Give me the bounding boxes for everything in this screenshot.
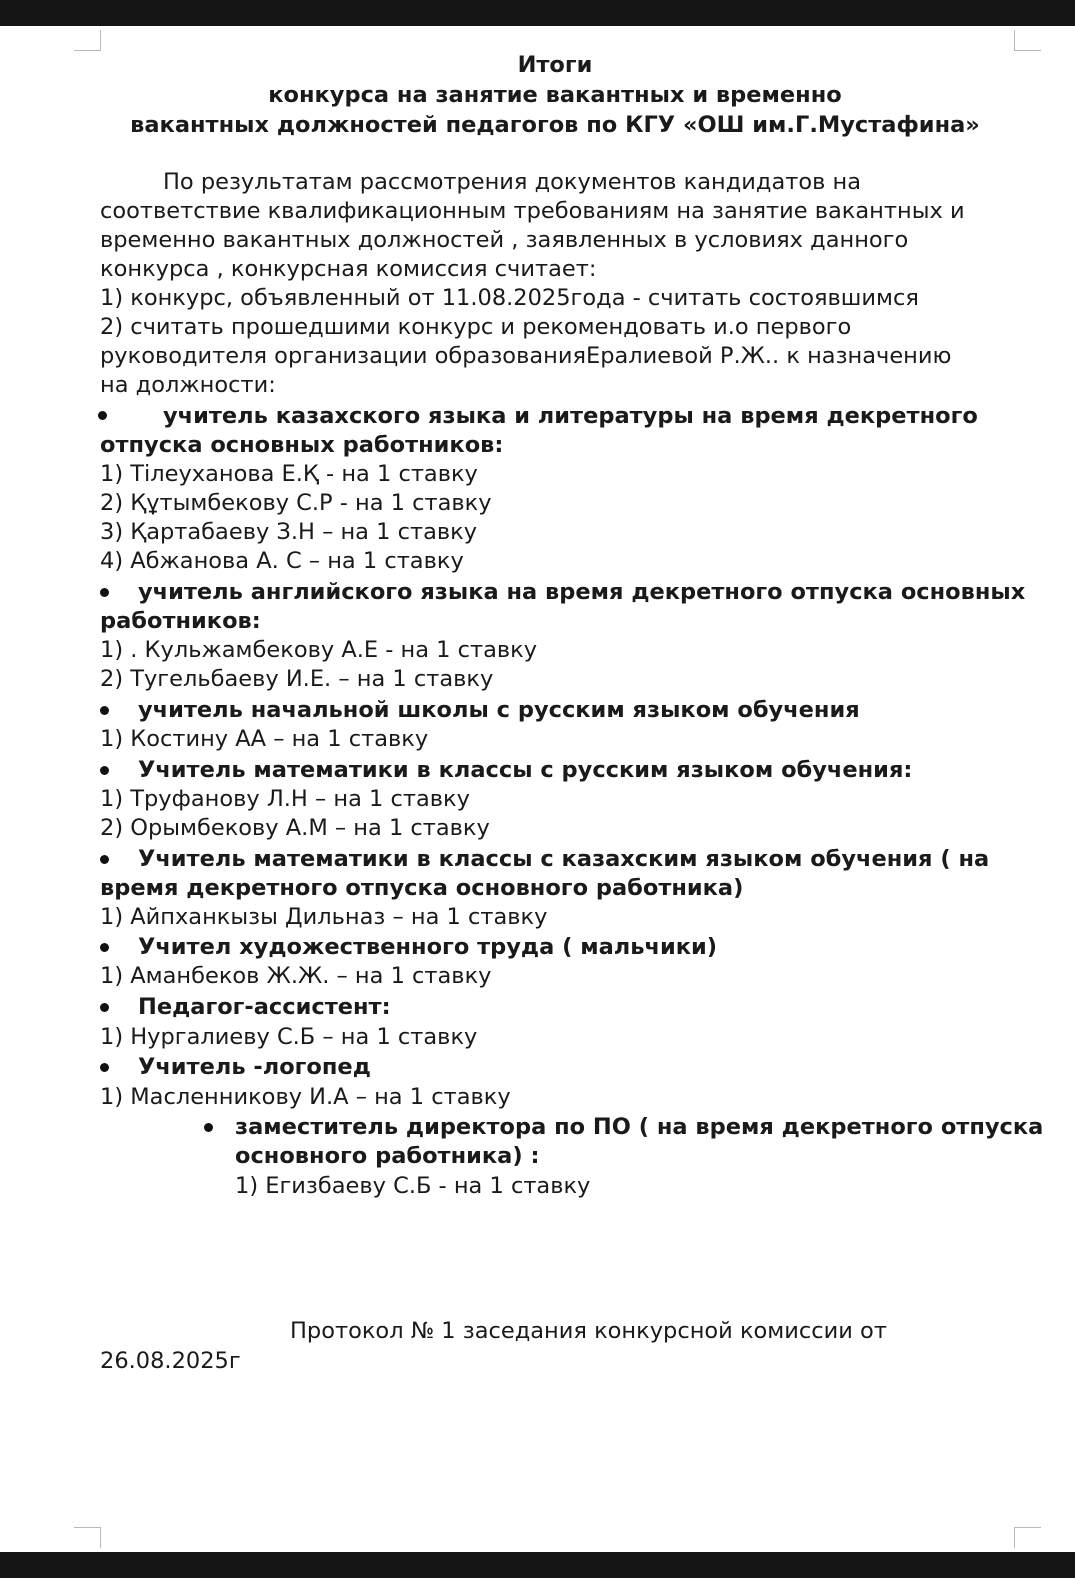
- list-item: 2) Тугельбаеву И.Е. – на 1 ставку: [100, 666, 494, 692]
- bullet-icon: [204, 1123, 213, 1132]
- decision-point-2: 2) считать прошедшими конкурс и рекомендовать и.о первого: [100, 314, 852, 340]
- doc-subtitle-line-1: конкурса на занятие вакантных и временно: [268, 82, 842, 108]
- list-item: 1) Труфанову Л.Н – на 1 ставку: [100, 786, 470, 812]
- bullet-icon: [98, 411, 107, 420]
- list-item: 1) Нургалиеву С.Б – на 1 ставку: [100, 1024, 478, 1050]
- crop-mark-top-left: [74, 30, 101, 51]
- decision-point-1: 1) конкурс, объявленный от 11.08.2025года - считать состоявшимся: [100, 285, 919, 311]
- section-heading: работников:: [100, 608, 261, 634]
- list-item: 2) Құтымбекову С.Р - на 1 ставку: [100, 490, 492, 516]
- list-item: 1) . Кульжамбекову А.Е - на 1 ставку: [100, 637, 538, 663]
- section-heading: отпуска основных работников:: [100, 432, 504, 458]
- list-item: 4) Абжанова А. С – на 1 ставку: [100, 548, 464, 574]
- bullet-icon: [100, 766, 109, 775]
- doc-title: Итоги: [517, 52, 593, 78]
- bullet-icon: [100, 706, 109, 715]
- intro-line: соответствие квалификационным требованиям на занятие вакантных и: [100, 198, 965, 224]
- section-heading: основного работника) :: [235, 1143, 540, 1169]
- section-heading: Учител художественного труда ( мальчики): [138, 934, 718, 960]
- section-heading: учитель начальной школы с русским языком обучения: [138, 697, 860, 723]
- intro-line: По результатам рассмотрения документов кандидатов на: [163, 169, 862, 195]
- section-heading: заместитель директора по ПО ( на время декретного отпуска: [235, 1114, 1044, 1140]
- crop-mark-bottom-right: [1014, 1527, 1041, 1548]
- bullet-icon: [100, 588, 109, 597]
- bullet-icon: [100, 1003, 109, 1012]
- doc-subtitle-line-2: вакантных должностей педагогов по КГУ «ОШ им.Г.Мустафина»: [130, 112, 980, 138]
- bullet-icon: [100, 943, 109, 952]
- viewer-bottom-bar: [0, 1552, 1075, 1578]
- intro-line: конкурса , конкурсная комиссия считает:: [100, 256, 597, 282]
- section-heading: время декретного отпуска основного работника): [100, 875, 744, 901]
- list-item: 1) Костину АА – на 1 ставку: [100, 726, 429, 752]
- intro-line: временно вакантных должностей , заявленных в условиях данного: [100, 227, 909, 253]
- list-item: 1) Егизбаеву С.Б - на 1 ставку: [235, 1173, 591, 1199]
- bullet-icon: [100, 855, 109, 864]
- section-heading: Педагог-ассистент:: [138, 994, 391, 1020]
- decision-point-2: руководителя организации образованияЕралиевой Р.Ж.. к назначению: [100, 343, 952, 369]
- section-heading: учитель казахского языка и литературы на время декретного: [163, 403, 978, 429]
- section-heading: Учитель -логопед: [138, 1054, 371, 1080]
- viewer-top-bar: [0, 0, 1075, 26]
- section-heading: учитель английского языка на время декретного отпуска основных: [138, 579, 1026, 605]
- list-item: 1) Масленникову И.А – на 1 ставку: [100, 1084, 511, 1110]
- section-heading: Учитель математики в классы с русским языком обучения:: [138, 757, 913, 783]
- crop-mark-top-right: [1014, 30, 1041, 51]
- list-item: 1) Аманбеков Ж.Ж. – на 1 ставку: [100, 963, 492, 989]
- protocol-date: 26.08.2025г: [100, 1348, 241, 1374]
- section-heading: Учитель математики в классы с казахским языком обучения ( на: [138, 846, 990, 872]
- decision-point-2: на должности:: [100, 372, 276, 398]
- list-item: 1) Айпханкызы Дильназ – на 1 ставку: [100, 904, 548, 930]
- list-item: 2) Орымбекову А.М – на 1 ставку: [100, 815, 490, 841]
- list-item: 3) Қартабаеву З.Н – на 1 ставку: [100, 519, 478, 545]
- list-item: 1) Тілеуханова Е.Қ - на 1 ставку: [100, 461, 478, 487]
- crop-mark-bottom-left: [74, 1527, 101, 1548]
- protocol-line: Протокол № 1 заседания конкурсной комиссии от: [290, 1318, 887, 1344]
- bullet-icon: [100, 1063, 109, 1072]
